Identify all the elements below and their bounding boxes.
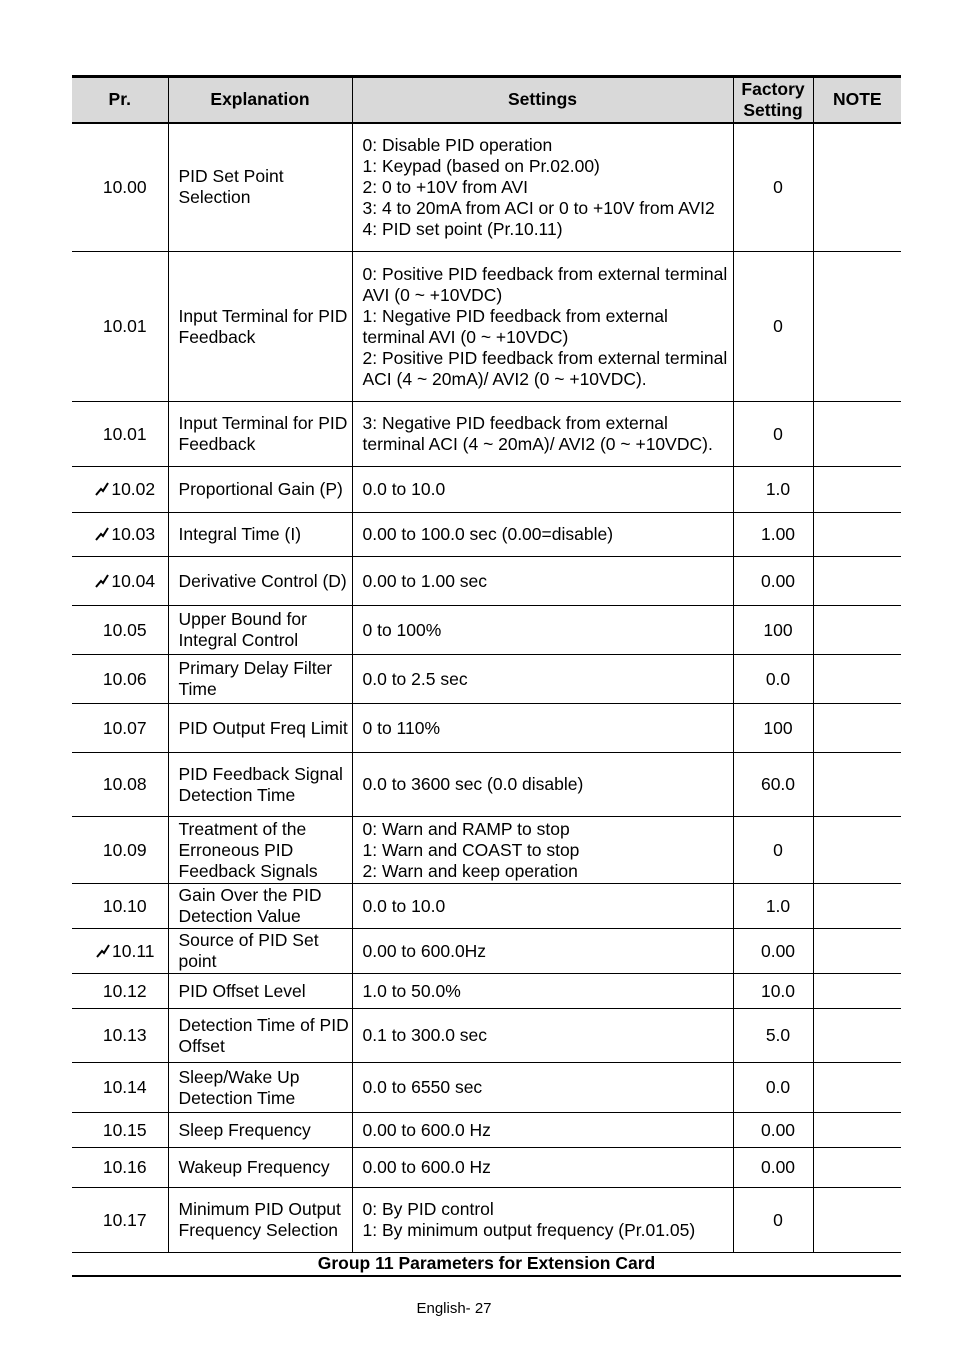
param-number-text: 10.08 xyxy=(102,774,147,794)
runtime-change-icon xyxy=(94,573,110,589)
table-row xyxy=(72,753,901,817)
table-row xyxy=(72,929,901,974)
param-settings: 0: Positive PID feedback from external terminal AVI (0 ~ +10VDC) 1: Negative PID feedback from external terminal AVI (0 ~ +10VDC) 2: Positive PID feedback from external terminal ACI (4 ~ 20mA)/ AVI2 (0 ~ +10VDC). xyxy=(352,252,733,402)
param-note xyxy=(813,1148,901,1188)
param-settings: 0: Warn and RAMP to stop 1: Warn and COAST to stop 2: Warn and keep operation xyxy=(352,817,733,884)
param-number xyxy=(72,704,168,753)
param-note xyxy=(813,704,901,753)
param-number xyxy=(72,884,168,929)
table-row xyxy=(72,1113,901,1148)
table-row xyxy=(72,1188,901,1253)
param-number xyxy=(72,974,168,1009)
param-explanation: Derivative Control (D) xyxy=(168,557,352,606)
param-number-text: 10.04 xyxy=(111,570,156,591)
param-note xyxy=(813,467,901,513)
param-number-text: 10.05 xyxy=(102,619,147,640)
param-number-text: 10.01 xyxy=(102,316,147,336)
param-settings: 0.0 to 10.0 xyxy=(352,467,733,513)
header-factory-line1: Factory xyxy=(741,78,805,99)
param-explanation: Input Terminal for PID Feedback xyxy=(168,252,352,402)
runtime-change-icon xyxy=(94,526,110,542)
param-settings: 0.0 to 6550 sec xyxy=(352,1063,733,1113)
table-row xyxy=(72,123,901,252)
param-number-text: 10.17 xyxy=(102,1209,147,1230)
table-row xyxy=(72,467,901,513)
param-factory-setting: 0 xyxy=(733,252,813,402)
table-row xyxy=(72,252,901,402)
param-note xyxy=(813,929,901,974)
table-row xyxy=(72,884,901,929)
param-explanation: Gain Over the PID Detection Value xyxy=(168,884,352,929)
param-explanation: Treatment of the Erroneous PID Feedback Signals xyxy=(168,817,352,884)
param-settings: 0: By PID control 1: By minimum output frequency (Pr.01.05) xyxy=(352,1188,733,1253)
param-number-text: 10.11 xyxy=(112,940,155,961)
param-explanation: PID Feedback Signal Detection Time xyxy=(168,753,352,817)
param-number-text: 10.16 xyxy=(102,1157,147,1177)
header-note: NOTE xyxy=(813,77,901,123)
table-row xyxy=(72,704,901,753)
param-explanation: Upper Bound for Integral Control xyxy=(168,606,352,655)
param-number xyxy=(72,467,168,513)
param-number-text: 10.12 xyxy=(102,980,147,1001)
table-row xyxy=(72,1009,901,1063)
param-settings: 0.1 to 300.0 sec xyxy=(352,1009,733,1063)
param-number xyxy=(72,753,168,817)
param-settings: 1.0 to 50.0% xyxy=(352,974,733,1009)
param-note xyxy=(813,753,901,817)
runtime-change-icon xyxy=(94,481,110,497)
param-explanation: PID Offset Level xyxy=(168,974,352,1009)
param-factory-setting: 1.0 xyxy=(733,467,813,513)
param-note xyxy=(813,1009,901,1063)
param-number-text: 10.06 xyxy=(102,668,147,689)
param-number xyxy=(72,402,168,467)
param-explanation: Source of PID Set point xyxy=(168,929,352,974)
param-number-text: 10.03 xyxy=(111,524,156,544)
header-explanation: Explanation xyxy=(168,77,352,123)
param-settings: 0 to 110% xyxy=(352,704,733,753)
param-note xyxy=(813,974,901,1009)
param-factory-setting: 0.00 xyxy=(733,1113,813,1148)
parameter-table-body xyxy=(72,123,901,1253)
param-number xyxy=(72,655,168,704)
param-explanation: Input Terminal for PID Feedback xyxy=(168,402,352,467)
header-factory-line2: Setting xyxy=(743,99,803,120)
param-number xyxy=(72,1063,168,1113)
param-note xyxy=(813,884,901,929)
table-row xyxy=(72,974,901,1009)
table-row xyxy=(72,606,901,655)
param-number xyxy=(72,123,168,252)
param-number xyxy=(72,557,168,606)
table-row xyxy=(72,655,901,704)
param-number-text: 10.07 xyxy=(102,717,147,738)
param-settings: 0: Disable PID operation 1: Keypad (based on Pr.02.00) 2: 0 to +10V from AVI 3: 4 to 20mA from ACI or 0 to +10V from AVI2 4: PID set point (Pr.10.11) xyxy=(352,123,733,252)
param-number xyxy=(72,606,168,655)
param-settings: 0 to 100% xyxy=(352,606,733,655)
param-explanation: Sleep/Wake Up Detection Time xyxy=(168,1063,352,1113)
param-number-text: 10.00 xyxy=(102,176,147,197)
param-number-text: 10.02 xyxy=(111,479,156,499)
param-factory-setting: 100 xyxy=(733,704,813,753)
param-settings: 0.00 to 1.00 sec xyxy=(352,557,733,606)
param-factory-setting: 0.00 xyxy=(733,557,813,606)
param-factory-setting: 0 xyxy=(733,1188,813,1253)
param-explanation: PID Output Freq Limit xyxy=(168,704,352,753)
table-row xyxy=(72,1063,901,1113)
param-note xyxy=(813,513,901,557)
param-note xyxy=(813,123,901,252)
param-explanation: Proportional Gain (P) xyxy=(168,467,352,513)
header-settings: Settings xyxy=(352,77,733,123)
param-settings: 0.0 to 10.0 xyxy=(352,884,733,929)
param-note xyxy=(813,1063,901,1113)
param-number xyxy=(72,1188,168,1253)
param-note xyxy=(813,402,901,467)
table-row xyxy=(72,557,901,606)
param-factory-setting: 0 xyxy=(733,402,813,467)
param-number-text: 10.09 xyxy=(102,839,147,860)
table-row xyxy=(72,513,901,557)
param-note xyxy=(813,606,901,655)
param-factory-setting: 10.0 xyxy=(733,974,813,1009)
param-explanation: PID Set Point Selection xyxy=(168,123,352,252)
param-note xyxy=(813,817,901,884)
param-settings: 0.00 to 100.0 sec (0.00=disable) xyxy=(352,513,733,557)
param-note xyxy=(813,1113,901,1148)
param-factory-setting: 60.0 xyxy=(733,753,813,817)
param-settings: 0.0 to 3600 sec (0.0 disable) xyxy=(352,753,733,817)
param-explanation: Sleep Frequency xyxy=(168,1113,352,1148)
param-number xyxy=(72,1148,168,1188)
table-row xyxy=(72,817,901,884)
param-number xyxy=(72,929,168,974)
param-settings: 0.00 to 600.0 Hz xyxy=(352,1113,733,1148)
param-settings: 0.00 to 600.0Hz xyxy=(352,929,733,974)
param-number xyxy=(72,1113,168,1148)
table-header-row xyxy=(72,77,901,123)
param-number-text: 10.15 xyxy=(102,1119,147,1140)
param-number-text: 10.14 xyxy=(102,1077,147,1097)
runtime-change-icon xyxy=(95,943,111,959)
param-factory-setting: 100 xyxy=(733,606,813,655)
param-factory-setting: 0.0 xyxy=(733,1063,813,1113)
param-factory-setting: 1.0 xyxy=(733,884,813,929)
param-number-text: 10.13 xyxy=(102,1025,147,1045)
param-number xyxy=(72,1009,168,1063)
param-factory-setting: 5.0 xyxy=(733,1009,813,1063)
param-number xyxy=(72,252,168,402)
param-explanation: Wakeup Frequency xyxy=(168,1148,352,1188)
param-number-text: 10.01 xyxy=(102,423,147,444)
param-note xyxy=(813,1188,901,1253)
param-number xyxy=(72,817,168,884)
param-factory-setting: 0.0 xyxy=(733,655,813,704)
param-settings: 0.0 to 2.5 sec xyxy=(352,655,733,704)
param-factory-setting: 0 xyxy=(733,123,813,252)
param-explanation: Integral Time (I) xyxy=(168,513,352,557)
table-row xyxy=(72,402,901,467)
header-factory-setting xyxy=(733,77,813,123)
param-explanation: Primary Delay Filter Time xyxy=(168,655,352,704)
param-factory-setting: 0.00 xyxy=(733,1148,813,1188)
param-settings: 0.00 to 600.0 Hz xyxy=(352,1148,733,1188)
group-caption: Group 11 Parameters for Extension Card xyxy=(72,1251,901,1277)
param-explanation: Minimum PID Output Frequency Selection xyxy=(168,1188,352,1253)
param-factory-setting: 0.00 xyxy=(733,929,813,974)
param-note xyxy=(813,557,901,606)
table-row xyxy=(72,1148,901,1188)
header-pr: Pr. xyxy=(72,77,168,123)
param-note xyxy=(813,252,901,402)
param-note xyxy=(813,655,901,704)
param-explanation: Detection Time of PID Offset xyxy=(168,1009,352,1063)
param-settings: 3: Negative PID feedback from external terminal ACI (4 ~ 20mA)/ AVI2 (0 ~ +10VDC). xyxy=(352,402,733,467)
param-factory-setting: 0 xyxy=(733,817,813,884)
param-number xyxy=(72,513,168,557)
param-number-text: 10.10 xyxy=(102,895,147,916)
param-factory-setting: 1.00 xyxy=(733,513,813,557)
page-footer: English- 27 xyxy=(416,1300,492,1317)
parameter-table xyxy=(72,75,901,1253)
